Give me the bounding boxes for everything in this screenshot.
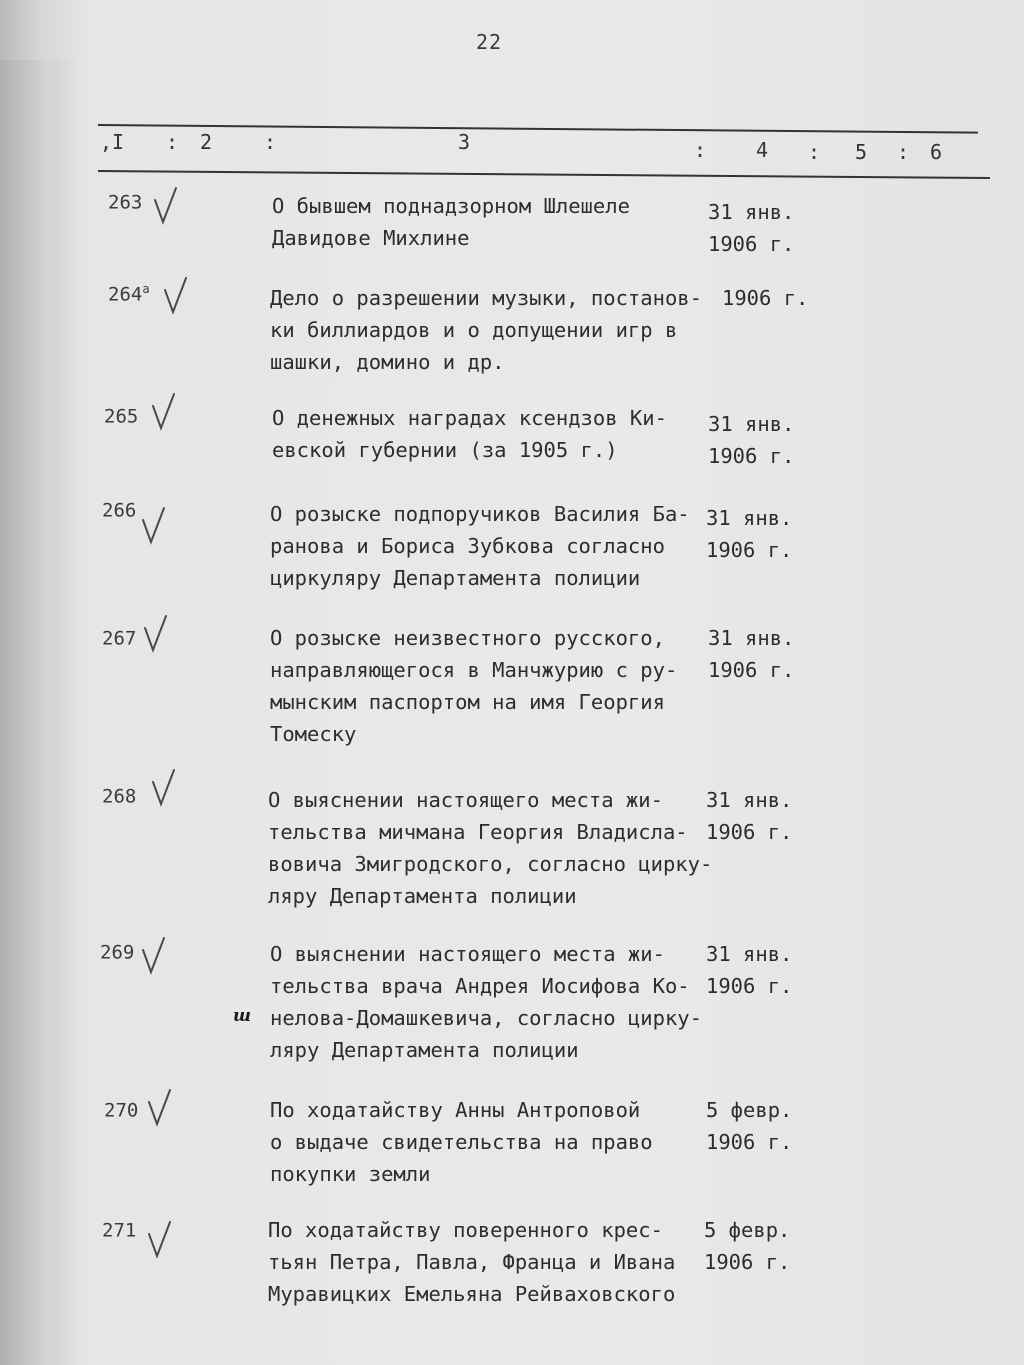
entry-description: Дело о разрешении музыки, постанов- ки биллиардов и о допущении игр в шашки, домино и др.	[270, 286, 702, 374]
checkmark-icon	[140, 506, 166, 546]
entry-number: 269	[100, 941, 135, 964]
entry-description: О выяснении настоящего места жи- тельства мичмана Георгия Владисла- вовича Змигродского, согласно цирку- ляру Департамента полиции	[268, 788, 713, 908]
entry-number: $264^а$	[108, 282, 150, 306]
entry-description: О выяснении настоящего места жи- тельства врача Андрея Иосифова Ко- нелова-Домашкевича, согласно цирку- ляру Департамента полиции	[270, 942, 702, 1062]
entry-number: 263	[108, 191, 143, 214]
column-4-header: 4	[756, 138, 769, 162]
entry-date: 31 янв. 1906 г.	[706, 788, 793, 844]
entry-number: 265	[104, 405, 139, 428]
entry-date: 31 янв. 1906 г.	[708, 412, 795, 468]
header-top-rule	[98, 124, 978, 134]
entry-date: 31 янв. 1906 г.	[706, 506, 793, 562]
entry-description: О денежных наградах ксендзов Ки- евской губернии (за 1905 г.)	[272, 406, 667, 462]
entry-description: По ходатайству Анны Антроповой о выдаче свидетельства на право покупки земли	[270, 1098, 653, 1186]
previous-page-edge	[0, 60, 78, 1365]
handwritten-correction: ш	[233, 1006, 251, 1026]
checkmark-icon	[150, 392, 176, 432]
column-separator: :	[166, 130, 179, 154]
column-separator: :	[694, 138, 707, 162]
column-2-header: 2	[200, 130, 213, 154]
checkmark-icon	[152, 186, 178, 226]
checkmark-icon	[146, 1220, 172, 1260]
entry-date: 31 янв. 1906 г.	[708, 626, 795, 682]
entry-number: 267	[102, 627, 137, 650]
column-separator: :	[264, 130, 277, 154]
entry-date: 5 февр. 1906 г.	[704, 1218, 791, 1274]
entry-date: 5 февр. 1906 г.	[706, 1098, 793, 1154]
entry-number: 268	[102, 785, 137, 808]
checkmark-icon	[150, 768, 176, 808]
entry-date: 31 янв. 1906 г.	[706, 942, 793, 998]
column-separator: :	[808, 140, 821, 164]
entry-number: 266	[102, 499, 137, 522]
column-separator: :	[897, 140, 910, 164]
page-number: 22	[476, 30, 503, 54]
checkmark-icon	[140, 936, 166, 976]
checkmark-icon	[142, 614, 168, 654]
entry-date: 1906 г.	[722, 286, 809, 310]
column-1-header: ,I	[100, 130, 125, 154]
entry-description: О розыске подпоручиков Василия Ба- ранова и Бориса Зубкова согласно циркуляру Департамента полиции	[270, 502, 690, 590]
entry-description: О бывшем поднадзорном Шлешеле Давидове Михлине	[272, 194, 630, 250]
checkmark-icon	[146, 1088, 172, 1128]
column-5-header: 5	[855, 140, 868, 164]
header-bottom-rule	[98, 170, 990, 179]
column-6-header: 6	[930, 140, 943, 164]
checkmark-icon	[162, 276, 188, 316]
entry-date: 31 янв. 1906 г.	[708, 200, 795, 256]
column-3-header: 3	[458, 130, 471, 154]
entry-number: 270	[104, 1099, 139, 1122]
entry-description: О розыске неизвестного русского, направляющегося в Манчжурию с ру- мынским паспортом на имя Георгия Томеску	[270, 626, 678, 746]
entry-number: 271	[102, 1219, 137, 1242]
entry-description: По ходатайству поверенного крес- тьян Петра, Павла, Франца и Ивана Муравицких Емельяна Рейваховского	[268, 1218, 676, 1306]
